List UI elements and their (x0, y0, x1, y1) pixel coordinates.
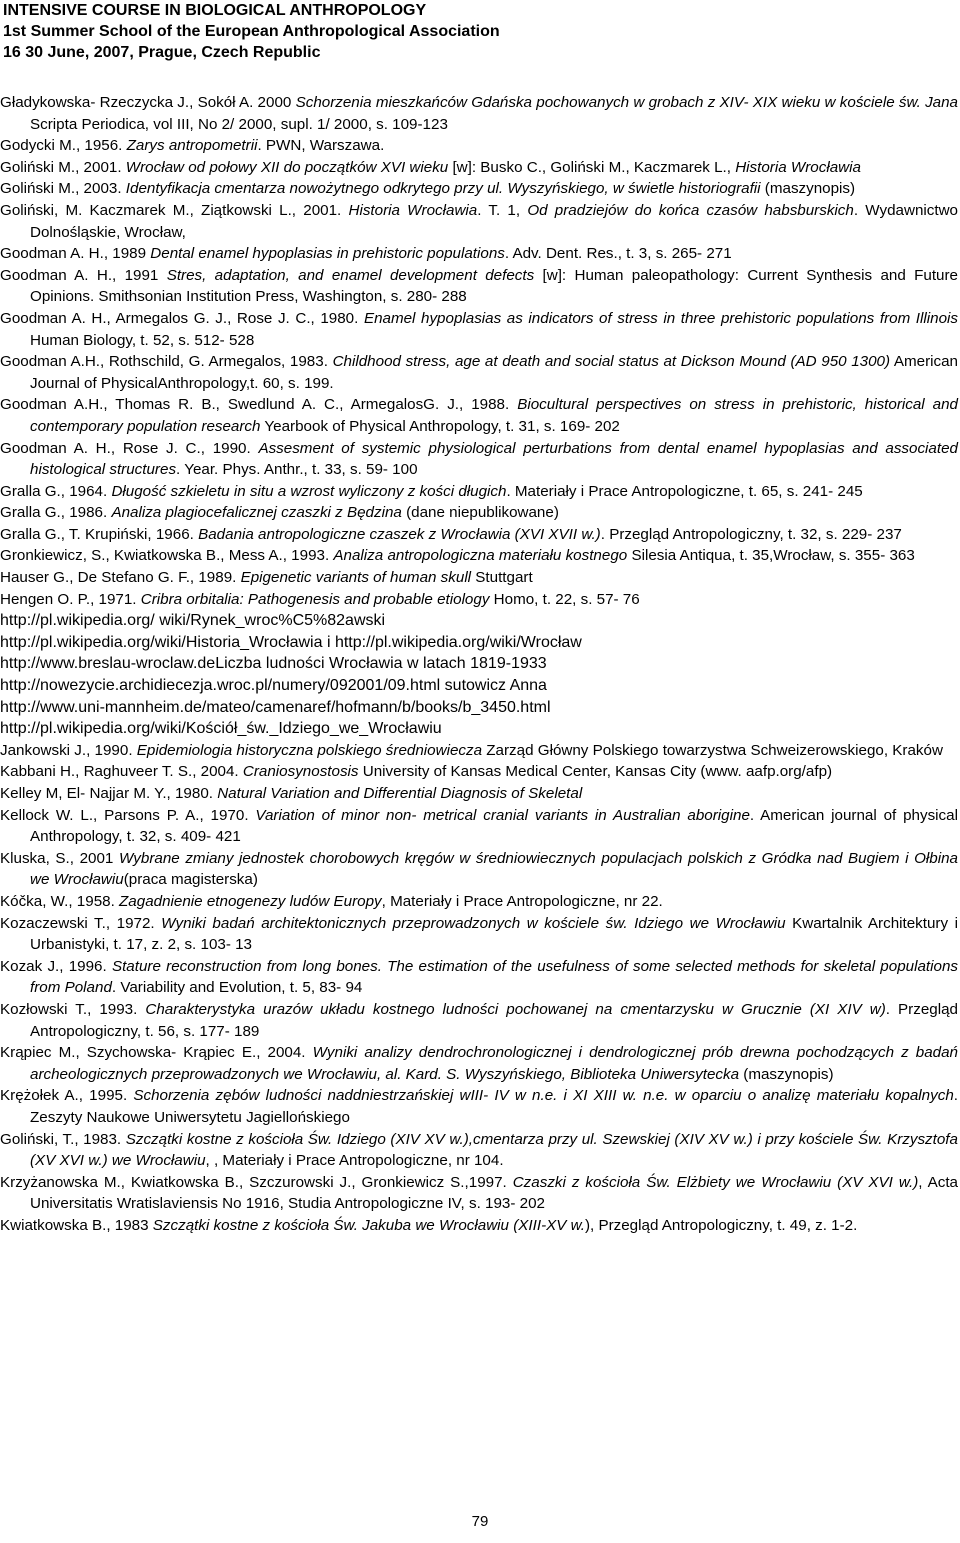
reference-title: Wyniki analizy dendrochronologicznej i dendrologicznej prób drewna pochodzących z badań archeologicznych przeprowadzonych we Wrocławiu, al. Kard. S. Wyszyńskiego, Biblioteka Uniwersytecka (30, 1044, 959, 1083)
reference-entry (0, 308, 958, 351)
reference-entry (0, 481, 958, 503)
reference-entry (0, 200, 958, 243)
reference-text: Krąpiec M., Szychowska- Krąpiec E., 2004. (0, 1044, 313, 1062)
reference-entry (0, 178, 958, 200)
reference-text: ), Przegląd Antropologiczny, t. 49, z. 1-2. (584, 1216, 858, 1234)
reference-text: Silesia Antiqua, t. 35,Wrocław, s. 355- 363 (627, 547, 915, 565)
reference-text: Goodman A. H., Rose J. C., 1990. (0, 439, 259, 457)
reference-title: Epidemiologia historyczna polskiego średniowiecza (136, 741, 483, 759)
reference-text: Kozak J., 1996. (0, 957, 112, 975)
reference-title: Assesment of systemic physiological perturbations from dental enamel hypoplasias and associated histological structures (30, 439, 958, 479)
reference-text: http://pl.wikipedia.org/wiki/Historia_Wrocławia i http://pl.wikipedia.org/wiki/Wrocław (0, 633, 582, 651)
reference-text: Jankowski J., 1990. (0, 741, 137, 759)
reference-text: Hauser G., De Stefano G. F., 1989. (0, 569, 241, 587)
reference-title: Analiza antropologiczna materiału kostnego (333, 547, 628, 565)
header-dates: 16 30 June, 2007, Prague, Czech Republic (3, 44, 321, 61)
reference-url (0, 653, 958, 675)
reference-text: (dane niepublikowane) (401, 504, 559, 522)
reference-text: Kellock W. L., Parsons P. A., 1970. (0, 806, 256, 824)
reference-entry (0, 92, 958, 135)
reference-text: . Przegląd Antropologiczny, t. 32, s. 229- 237 (600, 525, 902, 543)
reference-title: Craniosynostosis (242, 763, 359, 781)
reference-url (0, 632, 958, 654)
reference-title: Biocultural perspectives on stress in prehistoric, historical and contemporary population research (30, 396, 958, 435)
reference-entry (0, 589, 958, 611)
reference-entry (0, 438, 958, 481)
reference-title: Historia Wrocławia (348, 201, 478, 219)
reference-text: Gralla G., T. Krupiński, 1966. (0, 525, 199, 543)
reference-text: Krężołek A., 1995. (0, 1087, 134, 1105)
reference-title: Od pradziejów do końca czasów habsburskich (527, 201, 854, 219)
reference-text: . PWN, Warszawa. (257, 137, 385, 155)
header-title: INTENSIVE COURSE IN BIOLOGICAL ANTHROPOLOGY (3, 2, 427, 19)
reference-text: Zarząd Główny Polskiego towarzystwa Schweizerowskiego, Kraków (482, 741, 943, 759)
reference-text: Goliński M., 2001. (0, 158, 126, 176)
reference-text: , Materiały i Prace Antropologiczne, nr 22. (381, 892, 663, 910)
reference-entry (0, 891, 958, 913)
page-number: 79 (471, 1513, 489, 1530)
reference-text: . Zeszyty Naukowe Uniwersytetu Jagiellońskiego (30, 1087, 958, 1126)
reference-entry (0, 1215, 958, 1237)
reference-text: Kwartalnik Architektury i Urbanistyki, t. 17, z. 2, s. 103- 13 (30, 914, 959, 954)
reference-title: Natural Variation and Differential Diagnosis of Skeletal (217, 785, 583, 802)
reference-text: Stuttgart (471, 569, 533, 587)
reference-title: Dental enamel hypoplasias in prehistoric populations (150, 245, 505, 263)
reference-title: Cribra orbitalia: Pathogenesis and probable etiology (140, 590, 490, 608)
reference-title: Szczątki kostne z kościoła Św. Idziego (XIV XV w.),cmentarza przy ul. Szewskiej (XIV XV w.) i przy kościele Św. Krzysztofa (XV XVI w.) we Wrocławiu (30, 1130, 958, 1170)
reference-entry (0, 783, 958, 805)
reference-text: Goodman A. H., 1989 (0, 245, 151, 263)
reference-entry (0, 740, 958, 762)
reference-title: Variation of minor non- metrical cranial variants in Australian aborigine (255, 806, 750, 824)
reference-text: University of Kansas Medical Center, Kansas City (www. aafp.org/afp) (358, 763, 833, 781)
reference-list (0, 92, 958, 1236)
reference-text: American Journal of PhysicalAnthropology,t. 60, s. 199. (30, 353, 959, 392)
reference-title: Zagadnienie etnogenezy ludów Europy (119, 892, 382, 910)
reference-text: , Acta Universitatis Wratislaviensis No 1916, Studia Antropologiczne IV, s. 193- 202 (30, 1173, 958, 1213)
reference-text: Kóčka, W., 1958. (0, 892, 120, 910)
course-header (3, 0, 943, 63)
reference-text: . Variability and Evolution, t. 5, 83- 94 (111, 979, 363, 997)
reference-title: Szczątki kostne z kościoła Św. Jakuba we Wrocławiu (XIII-XV w. (152, 1216, 585, 1234)
reference-text: [w]: Busko C., Goliński M., Kaczmarek L., (448, 158, 736, 176)
reference-text: Gładykowska- Rzeczycka J., Sokół A. 2000 (0, 94, 296, 111)
reference-text: Godycki M., 1956. (0, 137, 127, 155)
reference-text: . Adv. Dent. Res., t. 3, s. 265- 271 (504, 245, 732, 263)
reference-entry (0, 1129, 958, 1172)
reference-entry (0, 524, 958, 546)
reference-title: Enamel hypoplasias as indicators of stress in three prehistoric populations from Illinois (363, 309, 959, 327)
reference-title: Badania antropologiczne czaszek z Wrocławia (XVI XVII w.) (198, 525, 601, 543)
reference-entry (0, 545, 958, 567)
reference-text: http://pl.wikipedia.org/ wiki/Rynek_wroc%C5%82awski (0, 612, 386, 630)
reference-text: Goodman A.H., Thomas R. B., Swedlund A. C., ArmegalosG. J., 1988. (0, 396, 518, 414)
reference-url (0, 675, 958, 697)
reference-entry (0, 265, 958, 308)
reference-title: Childhood stress, age at death and social status at Dickson Mound (AD 950 1300) (332, 353, 891, 371)
reference-title: Epigenetic variants of human skull (240, 569, 472, 587)
reference-url (0, 718, 958, 740)
reference-entry (0, 394, 958, 437)
reference-title: Analiza plagiocefalicznej czaszki z Będzina (111, 504, 402, 522)
reference-text: Goliński, T., 1983. (0, 1130, 126, 1148)
reference-text: Kelley M, El- Najjar M. Y., 1980. (0, 785, 218, 802)
reference-entry (0, 351, 958, 394)
reference-entry (0, 135, 958, 157)
reference-text: Gronkiewicz, S., Kwiatkowska B., Mess A., 1993. (0, 547, 334, 565)
reference-entry (0, 567, 958, 589)
reference-title: Długość szkieletu in situ a wzrost wyliczony z kości długich (111, 482, 507, 500)
reference-text: Krzyżanowska M., Kwiatkowska B., Szczurowski J., Gronkiewicz S.,1997. (0, 1173, 513, 1191)
reference-text: Gralla G., 1964. (0, 482, 112, 500)
reference-entry (0, 913, 958, 956)
reference-entry (0, 999, 958, 1042)
reference-text: Goliński, M. Kaczmarek M., Ziątkowski L., 2001. (0, 201, 349, 219)
reference-text: Kluska, S., 2001 (0, 849, 119, 867)
reference-entry (0, 1172, 958, 1215)
reference-text: . T. 1, (477, 201, 528, 219)
reference-text: . Year. Phys. Anthr., t. 33, s. 59- 100 (176, 461, 418, 479)
reference-url (0, 697, 958, 719)
reference-title: Zarys antropometrii (126, 137, 258, 155)
reference-entry (0, 502, 958, 524)
reference-title: Stres, adaptation, and enamel development defects (166, 266, 535, 284)
reference-text: [w]: Human paleopathology: Current Synthesis and Future Opinions. Smithsonian Institution Press, Washington, s. 280- 288 (30, 266, 958, 306)
reference-text: Goodman A. H., 1991 (0, 266, 167, 284)
reference-title: Wybrane zmiany jednostek chorobowych kręgów w średniowiecznych populacjach polskich z Gródka nad Bugiem i Ołbina we Wrocławiu (30, 849, 958, 889)
reference-url (0, 610, 958, 632)
reference-title: Schorzenia mieszkańców Gdańska pochowanych w grobach z XIV- XIX wieku w kościele św. Jana (295, 94, 959, 111)
reference-title: Historia Wrocławia (735, 158, 861, 176)
reference-text: Kozłowski T., 1993. (0, 1000, 146, 1018)
reference-text: Yearbook of Physical Anthropology, t. 31, s. 169- 202 (260, 417, 620, 435)
reference-title: Stature reconstruction from long bones. The estimation of the usefulness of some selected methods for skeletal populations from Poland (30, 957, 958, 997)
header-subtitle: 1st Summer School of the European Anthropological Association (3, 23, 500, 40)
reference-text: . American journal of physical Anthropology, t. 32, s. 409- 421 (30, 806, 958, 846)
reference-text: Kozaczewski T., 1972. (0, 914, 162, 932)
reference-text: Goliński M., 2003. (0, 180, 126, 198)
reference-entry (0, 761, 958, 783)
reference-entry (0, 243, 958, 265)
reference-text: Human Biology, t. 52, s. 512- 528 (30, 331, 255, 349)
reference-text: (praca magisterska) (123, 871, 258, 889)
reference-text: . Materiały i Prace Antropologiczne, t. 65, s. 241- 245 (506, 482, 863, 500)
reference-text: http://pl.wikipedia.org/wiki/Kościół_św._Idziego_we_Wrocławiu (0, 720, 442, 738)
reference-entry (0, 805, 958, 848)
reference-text: Scripta Periodica, vol III, No 2/ 2000, supl. 1/ 2000, s. 109-123 (30, 115, 448, 133)
reference-text: http://www.uni-mannheim.de/mateo/camenaref/hofmann/b/books/b_3450.html (0, 698, 551, 716)
reference-text: Kwiatkowska B., 1983 (0, 1216, 153, 1234)
reference-title: Wyniki badań architektonicznych przeprowadzonych w kościele św. Idziego we Wrocławiu (161, 914, 786, 932)
reference-text: Goodman A.H., Rothschild, G. Armegalos, 1983. (0, 353, 333, 371)
reference-text: Hengen O. P., 1971. (0, 590, 141, 608)
reference-entry (0, 956, 958, 999)
reference-entry (0, 848, 958, 891)
reference-entry (0, 157, 958, 179)
reference-text: . Wydawnictwo Dolnośląskie, Wrocław, (30, 201, 958, 241)
reference-text: Kabbani H., Raghuveer T. S., 2004. (0, 763, 243, 781)
reference-text: . Przegląd Antropologiczny, t. 56, s. 177- 189 (30, 1000, 958, 1040)
reference-text: Homo, t. 22, s. 57- 76 (489, 590, 640, 608)
reference-text: http://www.breslau-wroclaw.deLiczba ludności Wrocławia w latach 1819-1933 (0, 655, 547, 673)
reference-title: Schorzenia zębów ludności naddniestrzańskiej wIII- IV w n.e. i XI XIII w. n.e. w oparciu o analizę materiału kopalnych (133, 1087, 954, 1105)
reference-text: (maszynopis) (760, 180, 856, 198)
reference-text: Goodman A. H., Armegalos G. J., Rose J. C., 1980. (0, 309, 364, 327)
reference-text: Gralla G., 1986. (0, 504, 112, 522)
reference-entry (0, 1042, 958, 1085)
reference-title: Czaszki z kościoła Św. Elżbiety we Wrocławiu (XV XVI w.) (512, 1173, 919, 1191)
reference-title: Charakterystyka urazów układu kostnego ludności pochowanej na cmentarzysku w Grucznie (XI XIV w) (145, 1000, 886, 1018)
reference-title: Wrocław od połowy XII do początków XVI wieku (125, 158, 449, 176)
reference-text: (maszynopis) (739, 1065, 834, 1083)
reference-text: , , Materiały i Prace Antropologiczne, nr 104. (205, 1152, 504, 1170)
reference-title: Identyfikacja cmentarza nowożytnego odkrytego przy ul. Wyszyńskiego, w świetle historiografii (125, 180, 761, 198)
reference-entry (0, 1085, 958, 1128)
reference-text: http://nowezycie.archidiecezja.wroc.pl/numery/092001/09.html sutowicz Anna (0, 677, 547, 695)
